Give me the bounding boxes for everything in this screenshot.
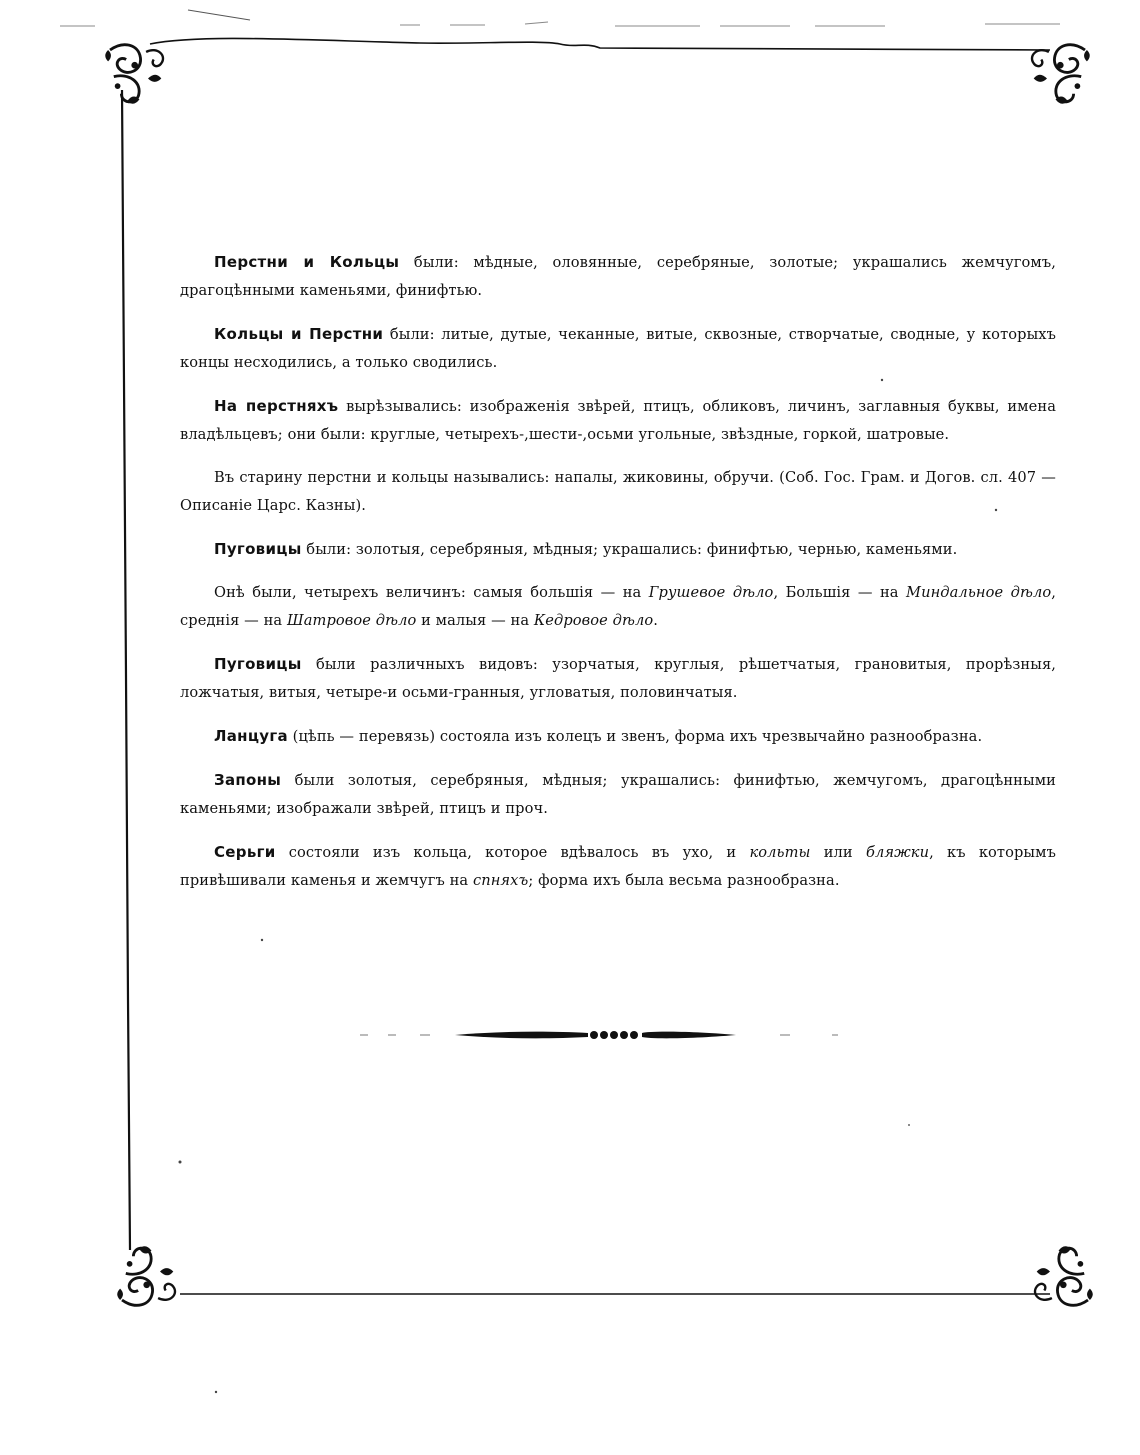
italic-term: Кедровое дѣло xyxy=(533,612,654,629)
italic-term: Шатровое дѣло xyxy=(286,612,417,629)
italic-term: спняхъ xyxy=(472,872,529,889)
paragraph xyxy=(180,650,1056,707)
corner-flourish-icon xyxy=(117,1246,175,1305)
term-heading: Ланцуга xyxy=(214,727,288,745)
paragraph-text: были: литые, дутые, чеканные, витые, сквозные, створчатые, сводные, у которыхъ концы несходились, а только сводились. xyxy=(180,326,1057,371)
italic-term: Миндальное дѣло xyxy=(906,584,1052,601)
paragraph-text: ; форма ихъ была весьма разнообразна. xyxy=(528,872,840,889)
paragraph xyxy=(180,722,1056,751)
paragraph-text: и малыя — на xyxy=(416,612,534,629)
paragraph xyxy=(180,392,1056,449)
paragraph xyxy=(180,464,1056,520)
paragraph-text: были золотыя, серебряныя, мѣдныя; украшались: финифтью, жемчугомъ, драгоцѣнными каменьями; изображали звѣрей, птицъ и проч. xyxy=(180,772,1056,817)
term-heading: Кольцы и Перстни xyxy=(214,325,384,343)
paragraph-text: вырѣзывались: изображенія звѣрей, птицъ, обликовъ, личинъ, заглавныя буквы, имена владѣльцевъ; они были: круглые, четырехъ-,шести-,осьми угольные, звѣздные, горкой, шатровые. xyxy=(180,398,1056,443)
paragraph-text: . xyxy=(653,612,658,629)
term-heading: Перстни и Кольцы xyxy=(214,253,400,271)
paragraph xyxy=(180,838,1056,895)
paragraph-text: были различныхъ видовъ: узорчатыя, круглыя, рѣшетчатыя, грановитыя, прорѣзныя, ложчатыя, витыя, четыре-и осьми-гранныя, угловатыя, половинчатыя. xyxy=(180,656,1056,701)
italic-term: кольты xyxy=(749,844,811,861)
paragraph-text: , среднія — на xyxy=(180,584,1056,629)
paragraph-text: были: золотыя, серебряныя, мѣдныя; украшались: финифтью, чернью, каменьями. xyxy=(301,541,958,558)
paragraph-text: состояли изъ кольца, которое вдѣвалось въ ухо, и xyxy=(275,844,750,861)
paragraph-text: Въ старину перстни и кольцы назывались: напалы, жиковины, обручи. (Соб. Гос. Грам. и Догов. сл. 407 — Описаніе Царс. Казны). xyxy=(180,469,1056,514)
paragraph xyxy=(180,320,1056,377)
term-heading: Серьги xyxy=(214,843,276,861)
paragraph-text: , Большія — на xyxy=(773,584,907,601)
paragraph xyxy=(180,766,1056,823)
term-heading: Запоны xyxy=(214,771,282,789)
corner-flourish-icon xyxy=(1035,1246,1093,1305)
corner-flourish-icon xyxy=(105,45,163,104)
paragraph xyxy=(180,579,1056,635)
corner-flourish-icon xyxy=(1032,45,1090,104)
term-heading: Пуговицы xyxy=(214,655,302,673)
paragraph-text: (цѣпь — перевязь) состояла изъ колецъ и звенъ, форма ихъ чрезвычайно разнообразна. xyxy=(287,728,983,745)
term-heading: На перстняхъ xyxy=(214,397,339,415)
paragraph-text: были: мѣдные, оловянные, серебряные, золотые; украшались жемчугомъ, драгоцѣнными каменьями, финифтью. xyxy=(180,254,1056,299)
paragraph xyxy=(180,535,1056,564)
text-body xyxy=(180,248,1056,910)
paragraph xyxy=(180,248,1056,305)
tailpiece-divider-icon xyxy=(360,1031,838,1039)
paragraph-text: или xyxy=(810,844,866,861)
paragraph-text: , къ которымъ привѣшивали каменья и жемчугъ на xyxy=(180,844,1056,889)
paragraph-text: Онѣ были, четырехъ величинъ: самыя большія — на xyxy=(214,584,649,601)
italic-term: бляжки xyxy=(865,844,930,861)
italic-term: Грушевое дѣло xyxy=(648,584,774,601)
term-heading: Пуговицы xyxy=(214,540,302,558)
